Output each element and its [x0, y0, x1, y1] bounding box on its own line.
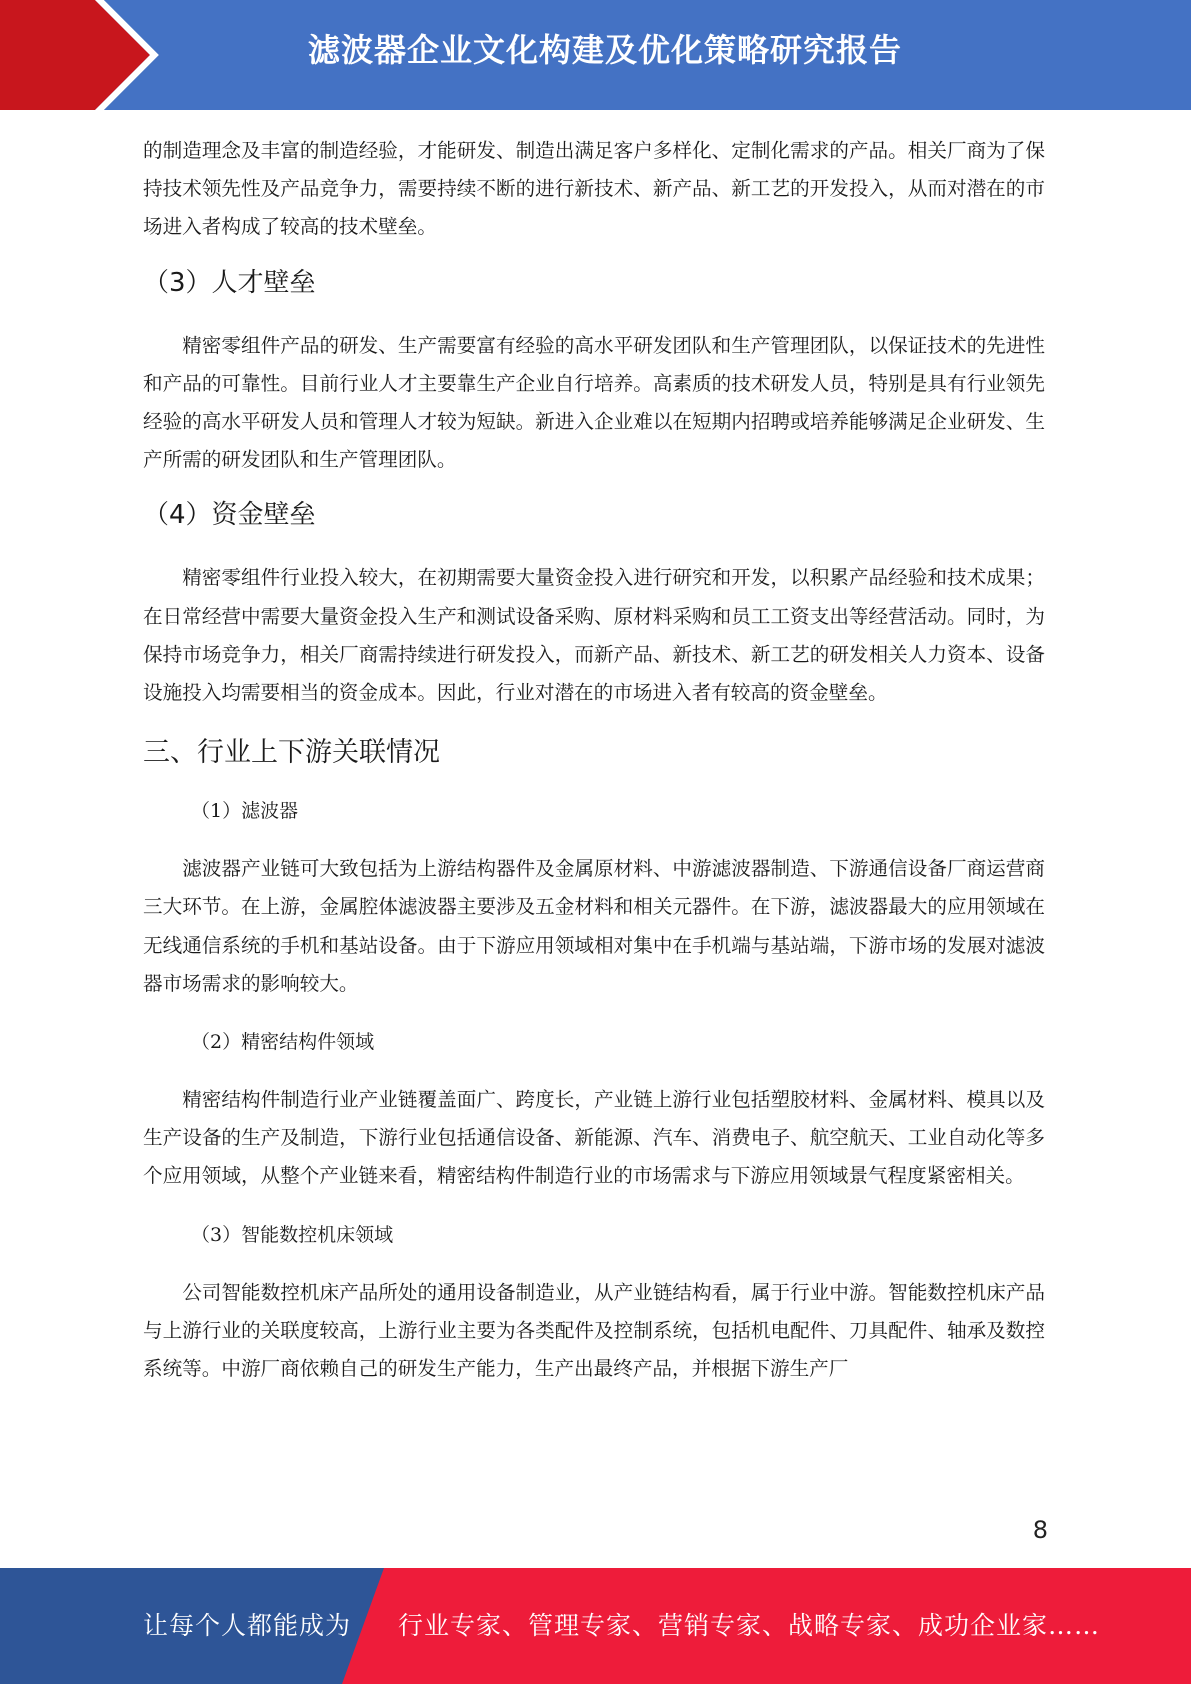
item-2-label: （2）精密结构件领域 — [191, 1031, 375, 1054]
page-number: 8 — [1032, 1516, 1048, 1544]
item-3-label: （3）智能数控机床领域 — [191, 1223, 394, 1246]
item-1-label: （1）滤波器 — [191, 800, 299, 823]
item-1-paragraph: 滤波器产业链可大致包括为上游结构器件及金属原材料、中游滤波器制造、下游通信设备厂商运营商三大环节。在上游，金属腔体滤波器主要涉及五金材料和相关元器件。在下游，滤波器最大的应用领域在无线通信系统的手机和基站设备。由于下游应用领域相对集中在手机端与基站端，下游市场的发展对滤波器市场需求的影响较大。 — [143, 857, 1045, 995]
talent-barrier-heading: （3）人才壁垒 — [143, 267, 316, 298]
item-3-paragraph: 公司智能数控机床产品所处的通用设备制造业，从产业链结构看，属于行业中游。智能数控机床产品与上游行业的关联度较高，上游行业主要为各类配件及控制系统，包括机电配件、刀具配件、轴承及数控系统等。中游厂商依赖自己的研发生产能力，生产出最终产品，并根据下游生产厂 — [143, 1280, 1045, 1381]
page-footer — [0, 1568, 1191, 1684]
page-header — [0, 0, 1191, 110]
footer-slogan-right: 行业专家、管理专家、营销专家、战略专家、成功企业家…… — [398, 1611, 1101, 1640]
intro-paragraph: 的制造理念及丰富的制造经验，才能研发、制造出满足客户多样化、定制化需求的产品。相关厂商为了保持技术领先性及产品竞争力，需要持续不断的进行新技术、新产品、新工艺的开发投入，从而对潜在的市场进入者构成了较高的技术壁垒。 — [143, 139, 1045, 239]
talent-barrier-paragraph: 精密零组件产品的研发、生产需要富有经验的高水平研发团队和生产管理团队，以保证技术的先进性和产品的可靠性。目前行业人才主要靠生产企业自行培养。高素质的技术研发人员，特别是具有行业领先经验的高水平研发人员和管理人才较为短缺。新进入企业难以在短期内招聘或培养能够满足企业研发、生产所需的研发团队和生产管理团队。 — [143, 333, 1045, 472]
footer-slogan-left: 让每个人都能成为 — [143, 1611, 352, 1640]
page-content — [143, 132, 1045, 1388]
capital-barrier-paragraph: 精密零组件行业投入较大，在初期需要大量资金投入进行研究和开发，以积累产品经验和技术成果；在日常经营中需要大量资金投入生产和测试设备采购、原材料采购和员工工资支出等经营活动。同时，为保持市场竞争力，相关厂商需持续进行研发投入，而新产品、新技术、新工艺的研发相关人力资本、设备设施投入均需要相当的资金成本。因此，行业对潜在的市场进入者有较高的资金壁垒。 — [143, 566, 1045, 705]
section-3-heading: 三、行业上下游关联情况 — [143, 737, 440, 769]
item-2-paragraph: 精密结构件制造行业产业链覆盖面广、跨度长，产业链上游行业包括塑胶材料、金属材料、模具以及生产设备的生产及制造，下游行业包括通信设备、新能源、汽车、消费电子、航空航天、工业自动化等多个应用领域，从整个产业链来看，精密结构件制造行业的市场需求与下游应用领域景气程度紧密相关。 — [143, 1088, 1045, 1188]
capital-barrier-heading: （4）资金壁垒 — [143, 500, 316, 531]
header-title: 滤波器企业文化构建及优化策略研究报告 — [307, 31, 902, 69]
